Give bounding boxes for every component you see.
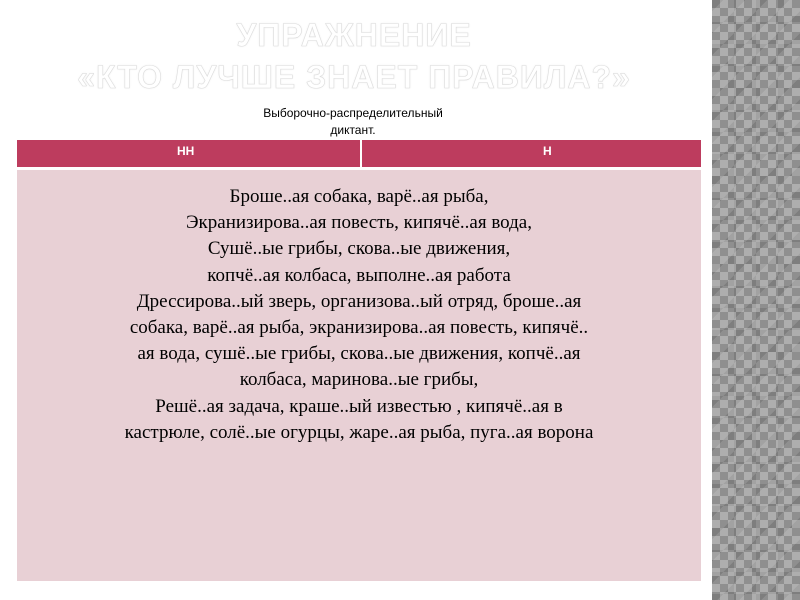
decorative-side-pattern [712, 0, 800, 600]
dictation-table [17, 140, 701, 581]
dictation-text [17, 184, 701, 446]
table-header-row [17, 140, 701, 170]
slide-title-line2: «КТО ЛУЧШЕ ЗНАЕТ ПРАВИЛА?» [77, 59, 631, 95]
dictation-line: ая вода, сушё..ые грибы, скова..ые движения, копчё..ая [137, 343, 581, 365]
dictation-line: кастрюле, солё..ые огурцы, жаре..ая рыба, пуга..ая ворона [124, 421, 594, 443]
dictation-line: Броше..ая собака, варё..ая рыба, [229, 186, 489, 207]
slide-subtitle [228, 105, 478, 139]
dictation-line: Решё..ая задача, краше..ый известью , кипячё..ая в [155, 395, 563, 417]
header-cell-n: Н [360, 140, 701, 167]
slide-title-line1: УПРАЖНЕНИЕ [236, 17, 472, 53]
table-body-cell [17, 170, 701, 581]
dictation-line: Дрессирова..ый зверь, организова..ый отряд, броше..ая [136, 290, 582, 312]
subtitle-line1: Выборочно-распределительный [263, 106, 443, 120]
subtitle-line2: диктант. [330, 123, 376, 137]
header-cell-nn: НН [177, 144, 195, 158]
dictation-line: копчё..ая колбаса, выполне..ая работа [207, 264, 511, 286]
dictation-line: Экранизирова..ая повесть, кипячё..ая вода, [186, 212, 532, 234]
dictation-line: колбаса, маринова..ые грибы, [239, 369, 479, 391]
dictation-line: Сушё..ые грибы, скова..ые движения, [207, 238, 511, 260]
dictation-line: собака, варё..ая рыба, экранизирова..ая повесть, кипячё.. [129, 317, 589, 339]
